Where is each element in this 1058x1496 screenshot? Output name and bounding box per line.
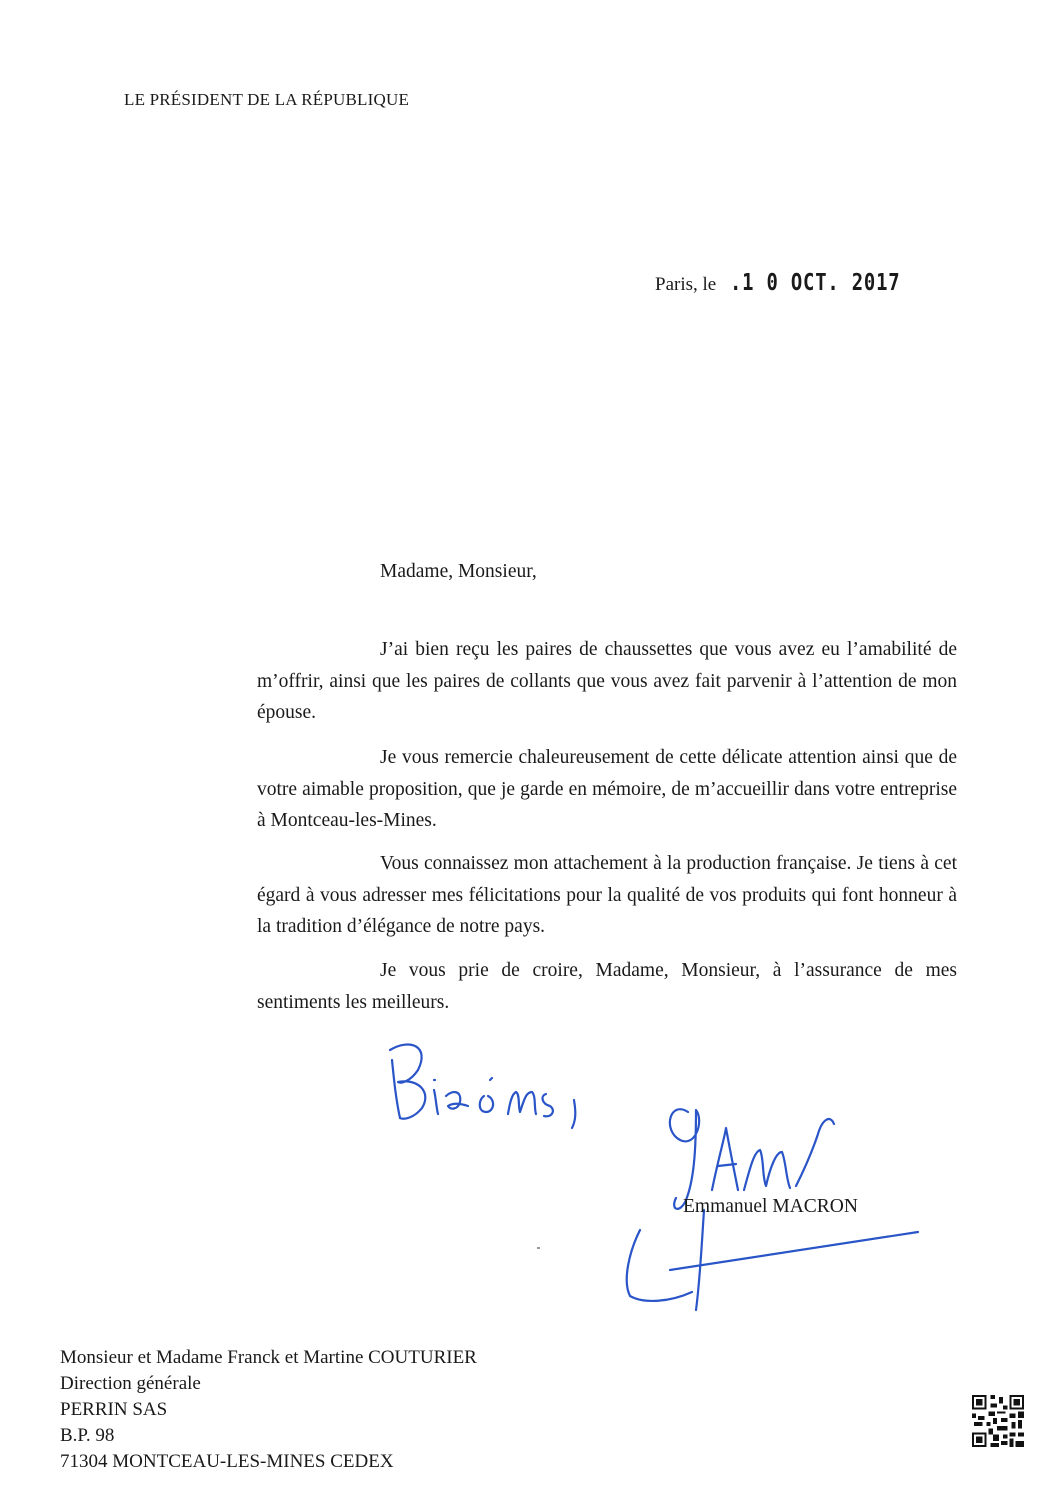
salutation: Madame, Monsieur, [380,561,537,582]
scan-speck [537,1247,540,1249]
paragraph-text: Vous connaissez mon attachement à la production française. Je tiens à cet égard à vous adresser mes félicitations pour la qualité de vos produits qui font honneur à la tradition d’élégance de notre pays. [257,853,957,937]
body-paragraph-1 [257,634,957,729]
address-line-4: B.P. 98 [60,1425,115,1446]
date-line [655,270,938,296]
body-paragraph-4 [257,955,957,1018]
address-line-2: Direction générale [60,1373,201,1394]
address-line-1: Monsieur et Madame Franck et Martine COUTURIER [60,1347,477,1368]
qr-code-icon [972,1395,1024,1447]
recipient-address [60,1345,477,1475]
paragraph-text: Je vous prie de croire, Madame, Monsieur, à l’assurance de mes sentiments les meilleurs. [257,960,957,1013]
address-line-5: 71304 MONTCEAU-LES-MINES CEDEX [60,1451,394,1472]
date-prefix: Paris, le [655,274,717,295]
body-paragraph-2 [257,742,957,837]
signer-name: Emmanuel MACRON [683,1196,858,1217]
date-stamp: .1 0 OCT. 2017 [730,270,901,296]
handwritten-closing [370,1020,610,1130]
paragraph-text: J’ai bien reçu les paires de chaussettes que vous avez eu l’amabilité de m’offrir, ainsi que les paires de collants que vous avez fait parvenir à l’attention de mon épouse. [257,639,957,723]
letterhead-title: LE PRÉSIDENT DE LA RÉPUBLIQUE [124,90,410,109]
paragraph-text: Je vous remercie chaleureusement de cette délicate attention ainsi que de votre aimable proposition, que je garde en mémoire, de m’accueillir dans votre entreprise à Montceau-les-Mines. [257,747,957,831]
body-paragraph-3 [257,848,957,943]
address-line-3: PERRIN SAS [60,1399,168,1420]
